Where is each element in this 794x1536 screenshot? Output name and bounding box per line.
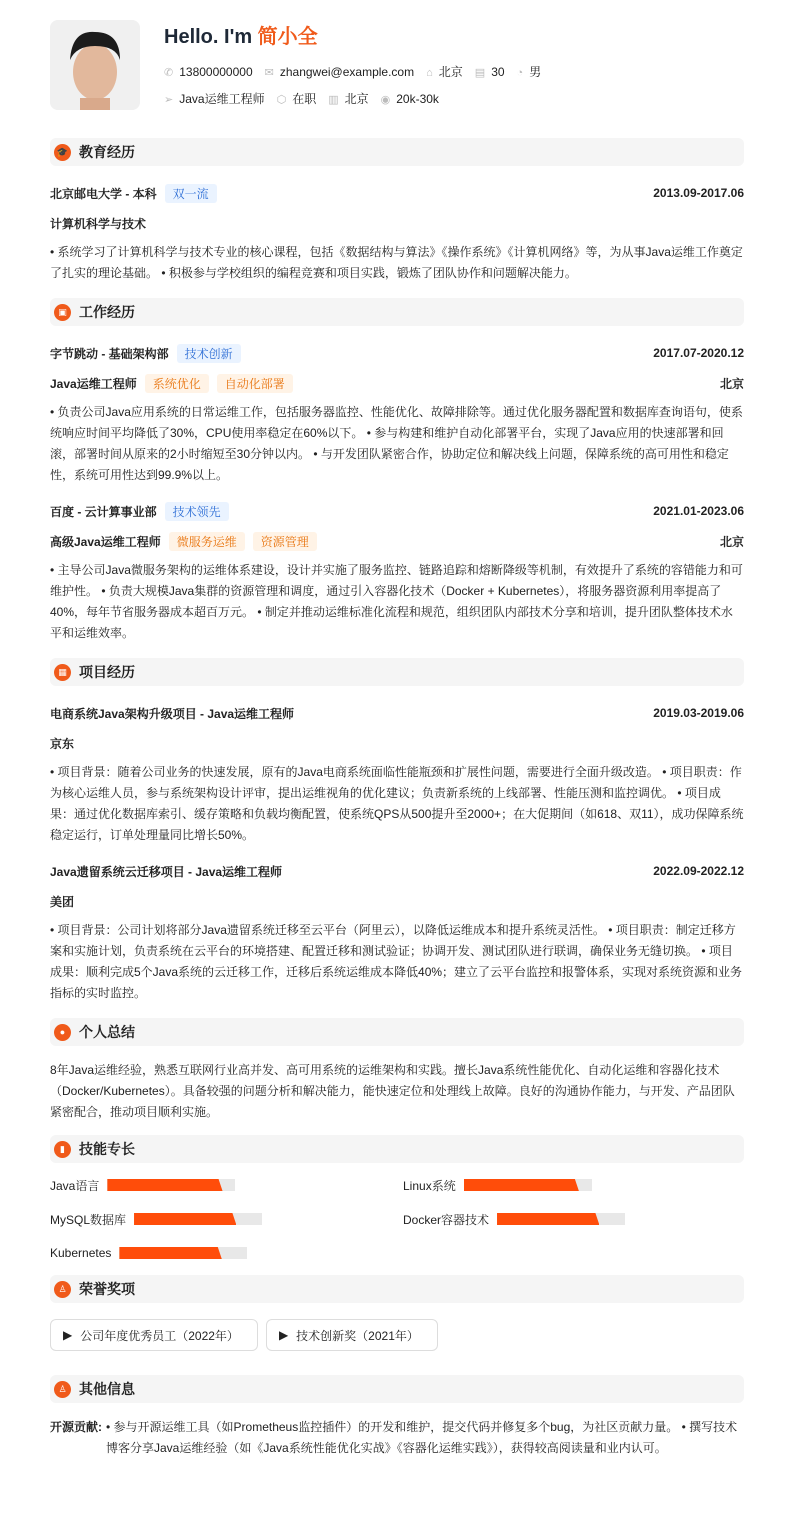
status-icon: ⬡ — [276, 94, 287, 106]
section-title: 其他信息 — [79, 1381, 135, 1397]
role-tag: 自动化部署 — [217, 374, 293, 393]
skill-bar — [107, 1179, 235, 1191]
avatar — [50, 20, 140, 110]
skill-item — [403, 1209, 744, 1229]
section-other — [50, 1375, 744, 1403]
resume — [50, 0, 744, 1459]
award-item[interactable] — [50, 1319, 258, 1351]
section-title: 荣誉奖项 — [79, 1281, 135, 1297]
award-label: 公司年度优秀员工（2022年） — [80, 1328, 239, 1343]
company-tag: 技术领先 — [165, 502, 229, 521]
project-desc: • 项目背景：公司计划将部分Java遗留系统迁移至云平台（阿里云），以降低运维成本和提升系统灵活性。 • 项目职责：制定迁移方案和实施计划，负责系统在云平台的环境搭建、配置迁移和测试验证；协调开发、测试团队进行联调，确保业务无缝切换。 • 项目成果：顺利完成5个Java系统的云迁移工作，迁移后系统运维成本降低40%；建立了云平台监控和报警体系，实现对系统资源和业务指标的实时监控。 — [50, 923, 743, 1000]
skill-name: Linux系统 — [403, 1178, 456, 1193]
chart-icon: ▮ — [54, 1141, 71, 1158]
school: 北京邮电大学 - 本科 — [50, 186, 157, 201]
section-title: 个人总结 — [79, 1024, 135, 1040]
skill-item — [50, 1175, 403, 1195]
education-row — [50, 178, 744, 208]
age-icon: ▤ — [474, 66, 486, 79]
client: 美团 — [50, 894, 75, 909]
major-row — [50, 208, 744, 238]
role-tag: 系统优化 — [145, 374, 209, 393]
project-desc: • 项目背景：随着公司业务的快速发展，原有的Java电商系统面临性能瓶颈和扩展性问题，需要进行全面升级改造。 • 项目职责：作为核心运维人员，参与系统架构设计评审，提出运维视角的优化建议；负责新系统的上线部署、性能压测和监控调优。 • 项目成果：通过优化数据库索引、缓存策略和负载均衡配置，使系统QPS从500提升至2000+；在大促期间（如618、双11），成功保障系统稳定运行，订单处理量同比增长50%。 — [50, 765, 744, 842]
skill-item — [50, 1243, 403, 1263]
position: Java运维工程师 — [179, 92, 265, 106]
other-label: 开源贡献: — [50, 1420, 102, 1434]
section-projects — [50, 658, 744, 686]
section-awards — [50, 1275, 744, 1303]
major: 计算机科学与技术 — [50, 216, 147, 231]
role-tag: 微服务运维 — [169, 532, 245, 551]
skill-bar-fill — [464, 1179, 579, 1191]
section-title: 技能专长 — [79, 1141, 135, 1157]
skill-name: Docker容器技术 — [403, 1212, 490, 1227]
gender-icon: ◔ — [516, 67, 524, 79]
email: zhangwei@example.com — [279, 64, 415, 79]
award-label: 技术创新奖（2021年） — [296, 1328, 419, 1343]
send-icon: ➢ — [164, 94, 174, 106]
role-tag: 资源管理 — [253, 532, 317, 551]
age: 30 — [491, 64, 505, 79]
section-skills — [50, 1135, 744, 1163]
skill-bar-fill — [497, 1213, 599, 1225]
contact-row — [164, 63, 541, 80]
work-desc: • 负责公司Java应用系统的日常运维工作，包括服务器监控、性能优化、故障排除等。通过优化服务器配置和数据库查询语句，使系统响应时间平均降低了30%，CPU使用率稳定在60%以下。 • 参与构建和维护自动化部署平台，实现了Java应用的快速部署和回滚，部署时间从原来的2小时缩短至30分钟以内。 • 与开发团队紧密合作，协助定位和解决线上问题，保障系统的高可用性和稳定性，系统可用性达到99.9%以上。 — [50, 405, 743, 482]
job-row — [164, 90, 439, 107]
skill-item — [403, 1175, 744, 1195]
award-icon: ♙ — [54, 1381, 71, 1398]
skills-grid — [50, 1163, 744, 1271]
section-title: 工作经历 — [79, 304, 135, 320]
date: 2017.07-2020.12 — [653, 346, 744, 360]
user-icon: ● — [54, 1024, 71, 1041]
work-desc: • 主导公司Java微服务架构的运维体系建设，设计并实施了服务监控、链路追踪和熔断降级等机制，有效提升了系统的容错能力和可维护性。 • 负责大规模Java集群的资源管理和调度，通过引入容器化技术（Docker + Kubernetes），将服务器资源利用率提高了40%，每年节省服务器成本超百万元。 • 制定并推动运维标准化流程和规范，组织团队内部技术分享和培训，提升团队整体技术水平和运维效率。 — [50, 563, 743, 640]
phone: 13800000000 — [179, 64, 253, 79]
caret-right-icon: ▶ — [278, 1328, 289, 1342]
hometown: 北京 — [438, 65, 463, 79]
skill-bar-fill — [134, 1213, 236, 1225]
location: 北京 — [719, 376, 744, 391]
skill-name: Java语言 — [50, 1178, 100, 1193]
salary-icon: ◉ — [380, 93, 391, 106]
building-icon: ▥ — [328, 94, 339, 106]
role: Java运维工程师 — [50, 376, 137, 391]
project-name: Java遗留系统云迁移项目 - Java运维工程师 — [50, 864, 283, 879]
date: 2019.03-2019.06 — [653, 706, 744, 720]
date: 2022.09-2022.12 — [653, 864, 744, 878]
section-summary — [50, 1018, 744, 1046]
caret-right-icon: ▶ — [63, 1328, 73, 1342]
project-item — [50, 698, 744, 856]
status: 在职 — [292, 92, 317, 106]
awards-list — [50, 1303, 744, 1357]
profile-header — [50, 0, 744, 135]
role: 高级Java运维工程师 — [50, 534, 161, 549]
skill-bar — [497, 1213, 625, 1225]
award-item[interactable] — [266, 1319, 438, 1351]
other-text: • 参与开源运维工具（如Prometheus监控插件）的开发和维护，提交代码并修复多个bug，为社区贡献力量。 • 撰写技术博客分享Java运维经验（如《Java系统性能优化实战》《容器化运维实践》），获得较高阅读量和业内认可。 — [106, 1420, 738, 1455]
salary: 20k-30k — [396, 91, 439, 106]
skill-item — [50, 1209, 403, 1229]
award-icon: ♙ — [54, 1281, 71, 1298]
client: 京东 — [50, 736, 75, 751]
skill-bar-fill — [107, 1179, 222, 1191]
summary-text: 8年Java运维经验，熟悉互联网行业高并发、高可用系统的运维架构和实践。擅长Java系统性能优化、自动化运维和容器化技术（Docker/Kubernetes）。具备较强的问题分析和解决能力，能快速定位和处理线上故障。良好的沟通协作能力，与开发、产品团队紧密配合，推动项目顺利实施。 — [50, 1063, 735, 1119]
section-title: 项目经历 — [79, 664, 135, 680]
home-icon: ⌂ — [426, 67, 433, 79]
company: 百度 - 云计算事业部 — [50, 504, 157, 519]
date: 2021.01-2023.06 — [653, 504, 744, 518]
skill-name: Kubernetes — [50, 1246, 112, 1260]
phone-icon: ✆ — [164, 66, 174, 79]
section-work — [50, 298, 744, 326]
graduation-icon: 🎓 — [54, 144, 71, 161]
name: 简小全 — [257, 26, 318, 48]
skill-bar — [119, 1247, 247, 1259]
email-icon: ✉ — [264, 66, 274, 79]
education-desc: • 系统学习了计算机科学与技术专业的核心课程，包括《数据结构与算法》《操作系统》《计算机网络》等，为从事Java运维工作奠定了扎实的理论基础。 • 积极参与学校组织的编程竞赛和项目实践，锻炼了团队协作和问题解决能力。 — [50, 245, 743, 280]
skill-bar-fill — [119, 1247, 221, 1259]
other-info — [50, 1403, 744, 1459]
work-item — [50, 338, 744, 496]
section-education — [50, 138, 744, 166]
greeting: Hello. I'm — [164, 26, 258, 48]
work-item — [50, 496, 744, 654]
section-title: 教育经历 — [79, 144, 135, 160]
company: 字节跳动 - 基础架构部 — [50, 346, 169, 361]
gender: 男 — [529, 65, 542, 79]
project-item — [50, 856, 744, 1014]
company-tag: 技术创新 — [177, 344, 241, 363]
greeting-title — [164, 20, 318, 49]
skill-bar — [464, 1179, 592, 1191]
project-name: 电商系统Java架构升级项目 - Java运维工程师 — [50, 706, 295, 721]
date: 2013.09-2017.06 — [653, 186, 744, 200]
school-tag: 双一流 — [165, 184, 217, 203]
briefcase-icon: ▣ — [54, 304, 71, 321]
location: 北京 — [719, 534, 744, 549]
skill-bar — [134, 1213, 262, 1225]
city: 北京 — [344, 92, 369, 106]
skill-name: MySQL数据库 — [50, 1212, 127, 1227]
grid-icon: ▦ — [54, 664, 71, 681]
